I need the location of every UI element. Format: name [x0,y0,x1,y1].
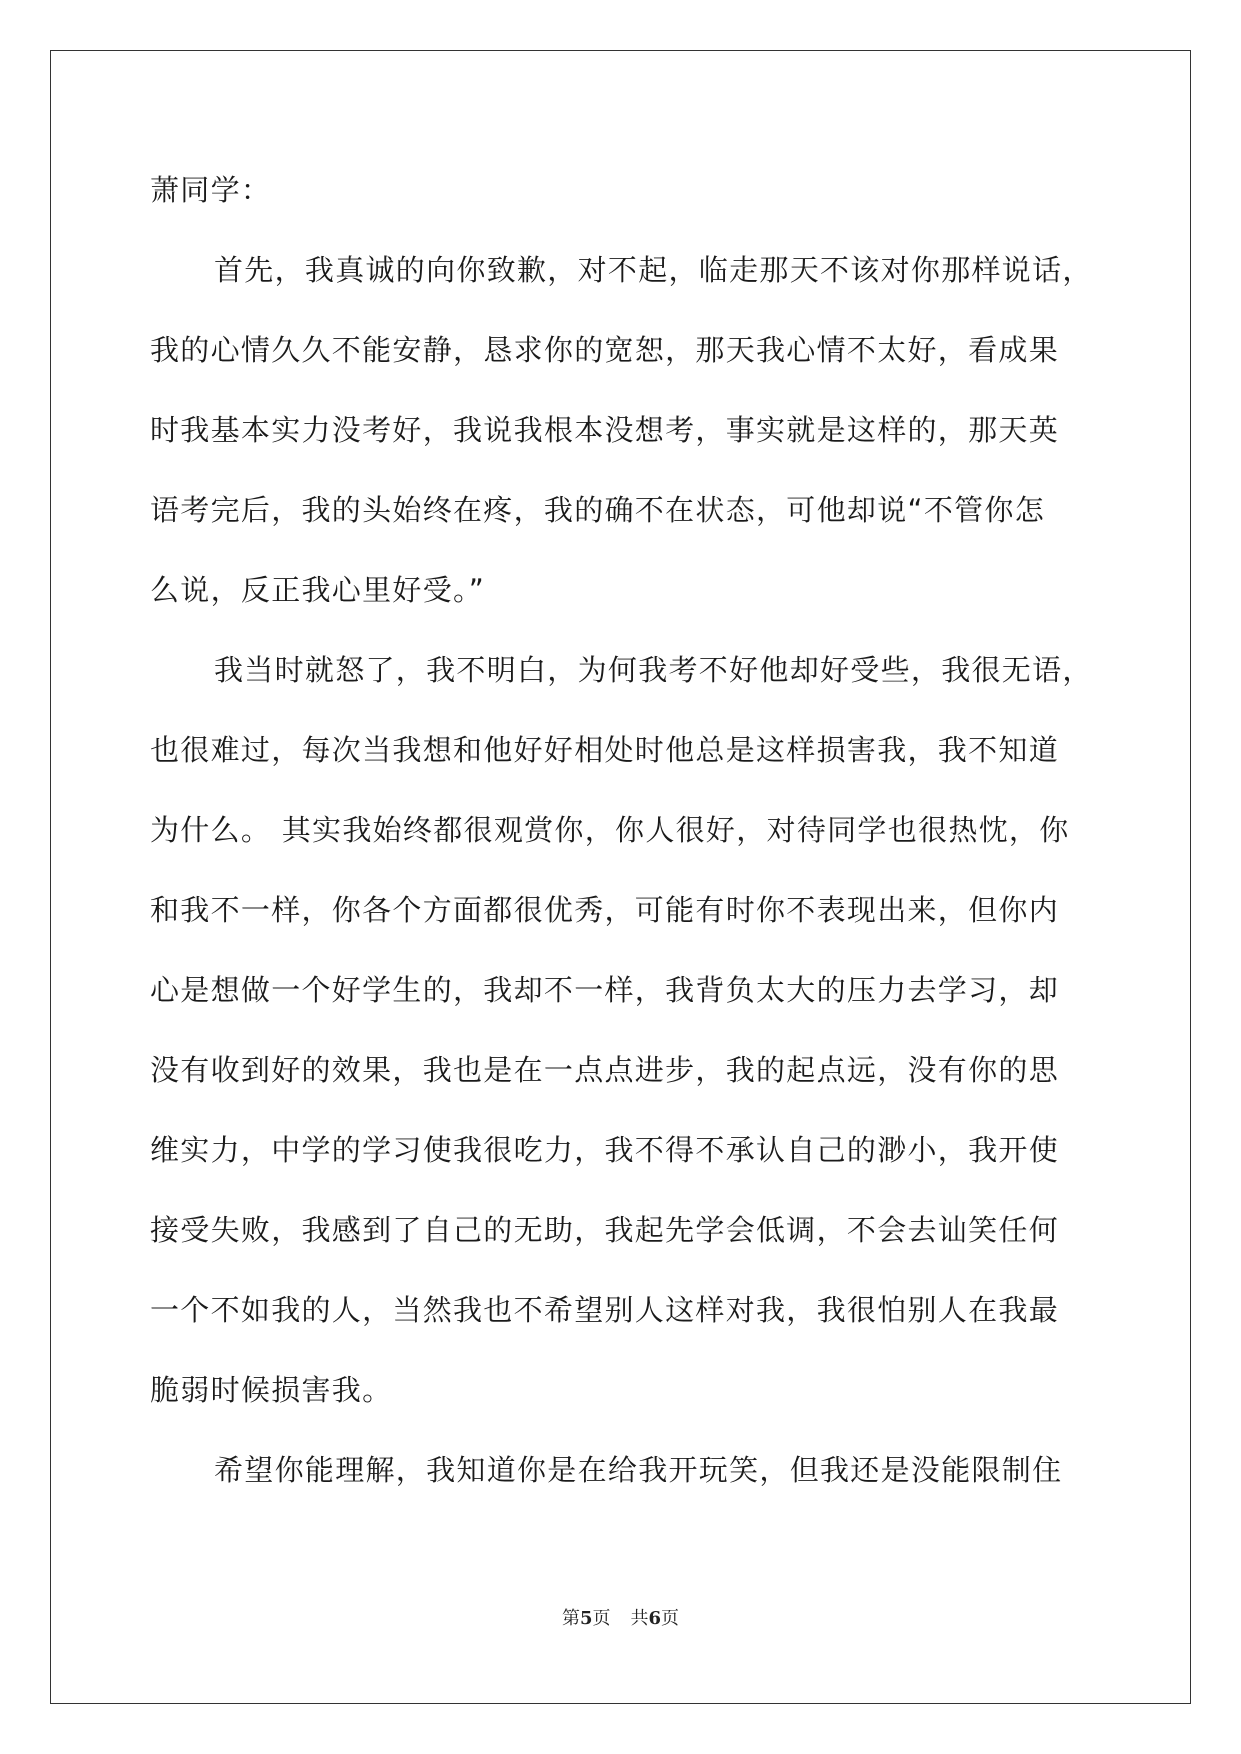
page-suffix: 页 [592,1608,611,1629]
paragraph-line: 一个不如我的人，当然我也不希望别人这样对我，我很怕别人在我最 [150,1293,1060,1327]
paragraph-line: 也很难过，每次当我想和他好好相处时他总是这样损害我，我不知道 [150,733,1060,767]
total-prefix: 共 [630,1608,649,1629]
page-number-footer [0,1604,1241,1630]
paragraph-line: 维实力，中学的学习使我很吃力，我不得不承认自己的渺小，我开使 [150,1133,1060,1167]
paragraph-line: 时我基本实力没考好，我说我根本没想考，事实就是这样的，那天英 [150,413,1060,447]
paragraph-line: 么说，反正我心里好受。” [150,573,486,607]
page-prefix: 第 [561,1608,580,1629]
paragraph-line: 和我不一样，你各个方面都很优秀，可能有时你不表现出来，但你内 [150,893,1060,927]
letter-body [150,150,1100,1510]
paragraph-line: 心是想做一个好学生的，我却不一样，我背负太大的压力去学习，却 [150,973,1060,1007]
paragraph-line: 首先，我真诚的向你致歉，对不起，临走那天不该对你那样说话， [214,253,1093,287]
paragraph-2 [150,630,1100,1430]
paragraph-3 [150,1430,1100,1510]
total-suffix: 页 [661,1608,680,1629]
paragraph-line: 接受失败，我感到了自己的无助，我起先学会低调，不会去讪笑任何 [150,1213,1060,1247]
paragraph-line: 我的心情久久不能安静，恳求你的宽恕，那天我心情不太好，看成果 [150,333,1060,367]
paragraph-line: 我当时就怒了，我不明白，为何我考不好他却好受些，我很无语， [214,653,1093,687]
paragraph-line: 希望你能理解，我知道你是在给我开玩笑，但我还是没能限制住 [214,1453,1063,1487]
paragraph-line: 语考完后，我的头始终在疼，我的确不在状态，可他却说“不管你怎 [150,493,1046,527]
current-page-number: 5 [579,1608,593,1629]
paragraph-1 [150,230,1100,630]
paragraph-line: 没有收到好的效果，我也是在一点点进步，我的起点远，没有你的思 [150,1053,1060,1087]
paragraph-line: 脆弱时候损害我。 [150,1373,393,1407]
greeting: 萧同学： [150,173,272,207]
total-page-count: 6 [648,1608,662,1629]
paragraph-line: 为什么。 其实我始终都很观赏你，你人很好，对待同学也很热忱，你 [150,813,1070,847]
